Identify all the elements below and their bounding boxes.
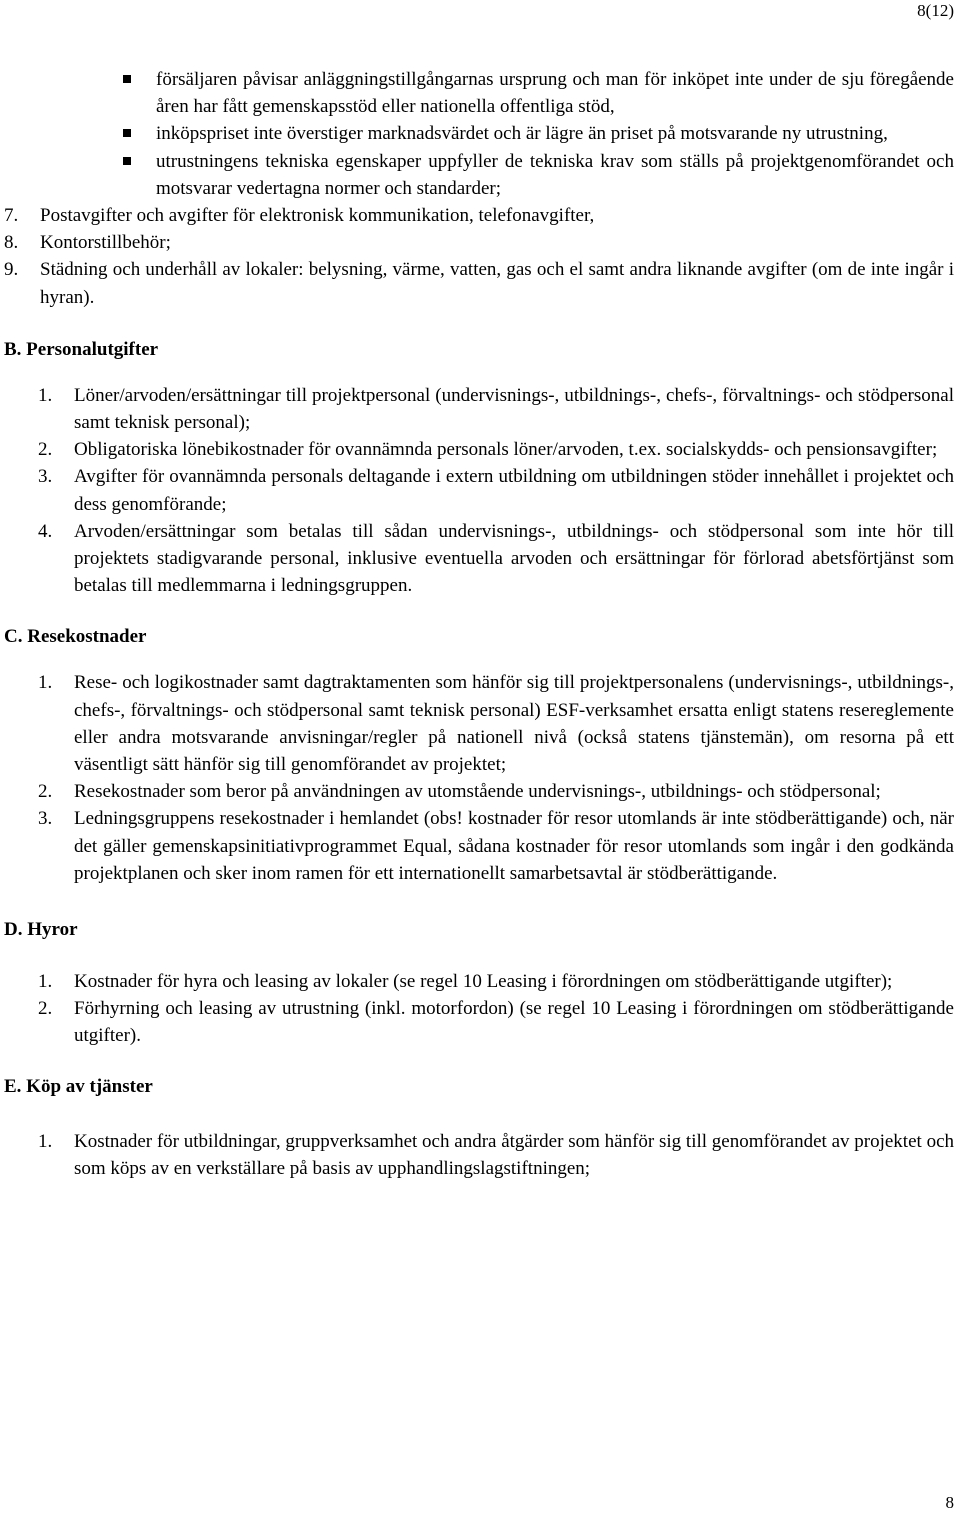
item-number: 1. [38,971,53,993]
section-c-list [38,669,954,887]
item-text: Ledningsgruppens resekostnader i hemlandet (obs! kostnader för resor utomlands är inte stödberättigande) och, när det gäller gemenskapsinitiativprogrammet Equal, sådana kostnader för resor utomlands som ingår i den godkända projektplanen och sker inom ramen för ett internationellt samarbetsavtal är stödberättigande. [74,808,954,884]
item-number: 3. [38,808,53,830]
list-item [38,382,954,436]
list-item [4,256,954,310]
item-text: Arvoden/ersättningar som betalas till sådan undervisnings-, utbildnings- och stödpersonal som inte hör till projektets stadigvarande personal, inklusive eventuella arvoden och ersättningar för förlorad abetsförtjänst som betalas till medlemmarna i ledningsgruppen. [74,520,954,597]
list-item [38,995,954,1049]
section-heading-hyror: D. Hyror [4,919,78,941]
bullet-text: inköpspriset inte överstiger marknadsvärdet och är lägre än priset på motsvarande ny utrustning, [156,123,888,145]
square-bullet-icon [123,129,131,137]
section-heading-resekostnader: C. Resekostnader [4,626,147,648]
list-item [38,518,954,600]
item-text: Förhyrning och leasing av utrustning (inkl. motorfordon) (se regel 10 Leasing i förordningen om stödberättigande utgifter). [74,998,954,1047]
section-d-list [38,968,954,1050]
item-number: 2. [38,781,53,803]
square-bullet-icon [123,157,131,165]
page-indicator: 8(12) [917,1,954,20]
item-text: Resekostnader som beror på användningen av utomstående undervisnings-, utbildnings- och stödpersonal; [74,781,881,803]
item-number: 1. [38,672,53,694]
bullet-item [38,120,954,147]
list-item [38,463,954,517]
document-body [4,66,954,1182]
section-heading-personalutgifter: B. Personalutgifter [4,338,159,360]
item-number: 1. [38,1130,53,1152]
item-number: 3. [38,466,53,488]
item-text: Kostnader för utbildningar, gruppverksamhet och andra åtgärder som hänför sig till genomförandet av projektet och som köps av en verkställare på basis av upphandlingslagstiftningen; [74,1130,954,1179]
list-item [38,436,954,463]
list-item [38,805,954,887]
item-text: Postavgifter och avgifter för elektronisk kommunikation, telefonavgifter, [40,205,595,227]
item-text: Avgifter för ovannämnda personals deltagande i extern utbildning om utbildningen stöder innehållet i projektet och dess genomförande; [74,466,954,515]
section-a-list [4,202,954,311]
list-item [38,968,954,995]
list-item [38,778,954,805]
item-text: Obligatoriska lönebikostnader för ovannämnda personals löner/arvoden, t.ex. socialskydds- och pensionsavgifter; [74,439,938,461]
list-item [4,202,954,229]
section-heading-kop-av-tjanster: E. Köp av tjänster [4,1075,153,1097]
bullet-item [38,66,954,120]
bullet-item [38,148,954,202]
item-number: 1. [38,384,53,406]
item-text: Rese- och logikostnader samt dagtraktamenten som hänför sig till projektpersonalens (undervisnings-, utbildnings-, chefs-, förvaltnings- och stödpersonal samt teknisk personal) ESF-verksamhet ersatta enligt statens resereglemente eller andra motsvarande anvisningar/regler på nationell nivå (också statens tjänstemän), om resorna på ett väsentligt sätt hänför sig till genomförandet av projektet; [74,672,954,776]
bullet-text: utrustningens tekniska egenskaper uppfyller de tekniska krav som ställs på projektgenomförandet och motsvarar vedertagna normer och standarder; [156,150,954,199]
item-number: 9. [4,259,19,281]
item-number: 7. [4,205,19,227]
section-e-list [38,1128,954,1182]
item-text: Löner/arvoden/ersättningar till projektpersonal (undervisnings-, utbildnings-, chefs-, förvaltnings- och stödpersonal samt teknisk personal); [74,384,954,434]
list-item [4,229,954,256]
square-bullet-icon [123,75,131,83]
section-b-list [38,382,954,600]
item-number: 4. [38,520,53,542]
item-number: 8. [4,232,19,254]
bullet-list [38,66,954,202]
bullet-text: försäljaren påvisar anläggningstillgångarnas ursprung och man för inköpet inte under de sju föregående åren har fått gemenskapsstöd eller nationella offentliga stöd, [156,69,954,118]
list-item [38,669,954,778]
list-item [38,1128,954,1182]
item-text: Städning och underhåll av lokaler: belysning, värme, vatten, gas och el samt andra liknande avgifter (om de inte ingår i hyran). [40,259,954,308]
item-text: Kostnader för hyra och leasing av lokaler (se regel 10 Leasing i förordningen om stödberättigande utgifter); [74,971,893,993]
item-text: Kontorstillbehör; [40,232,171,254]
item-number: 2. [38,998,53,1020]
page-number: 8 [945,1493,954,1512]
item-number: 2. [38,439,53,461]
